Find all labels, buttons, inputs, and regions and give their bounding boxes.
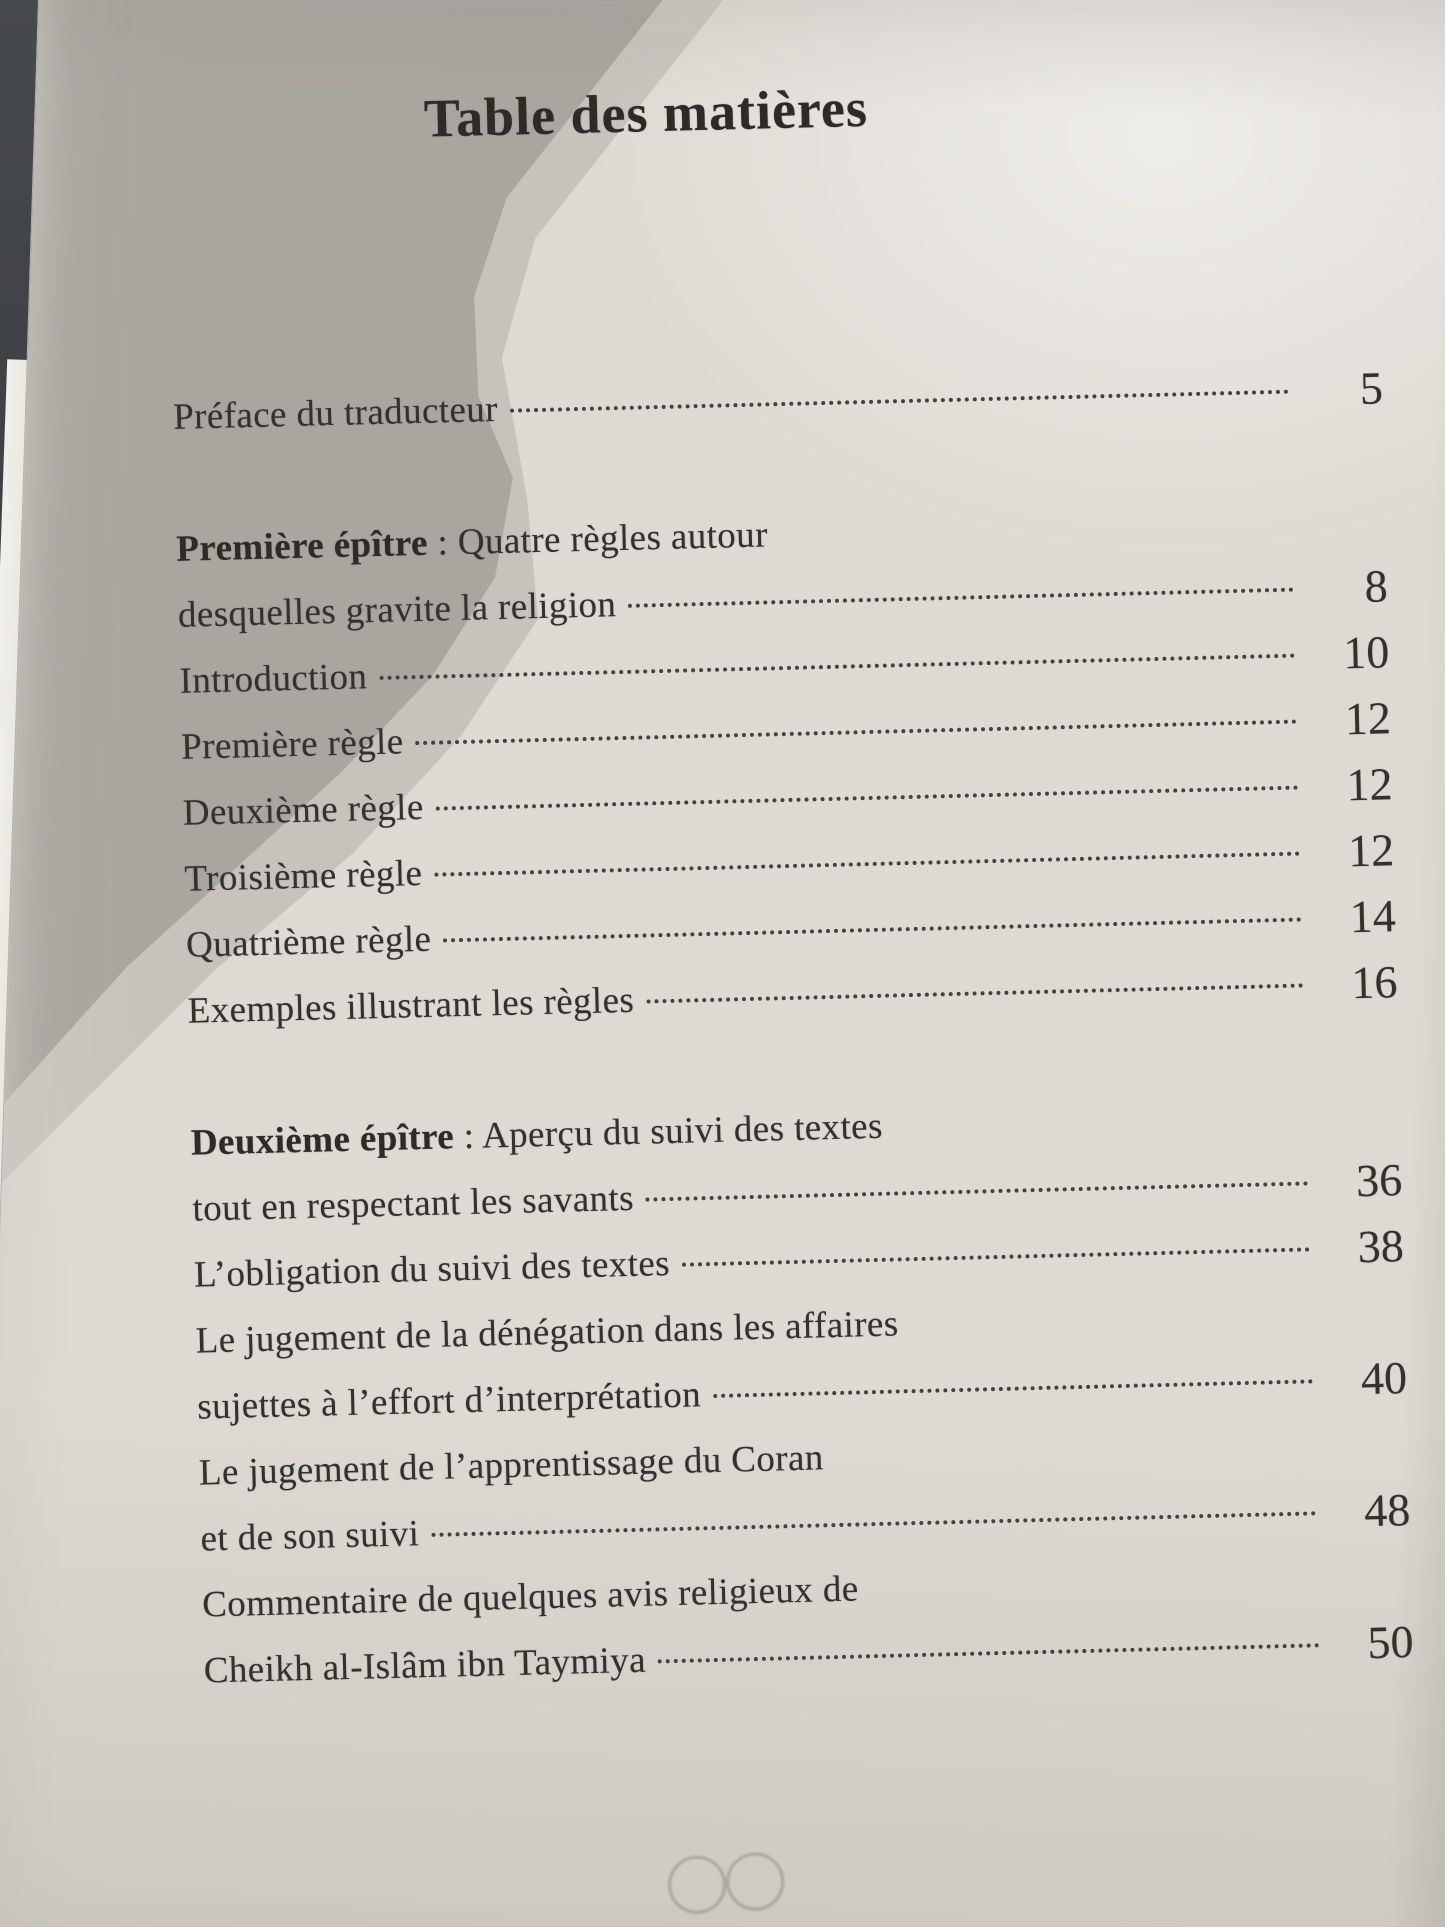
toc-entry [172, 355, 1383, 451]
toc-entry-label: Deuxième épître : Aperçu du suivi des textes [190, 1105, 884, 1164]
toc-entry-label: Deuxième règle [182, 786, 425, 834]
toc-page-number: 12 [1344, 692, 1392, 745]
toc-line [172, 355, 1383, 451]
dotted-leader [415, 720, 1296, 746]
toc-page-number: 12 [1347, 824, 1395, 877]
toc-page-number: 8 [1364, 560, 1389, 612]
toc-entry-label: Quatrième règle [185, 918, 432, 966]
toc-entry-label: desquelles gravite la religion [177, 584, 617, 636]
toc-entry-label: Première épître : Quatre règles autour [175, 514, 769, 570]
toc-entry-label: Commentaire de quelques avis religieux de [201, 1568, 860, 1626]
toc-entry-label: L’obligation du suivi des textes [193, 1243, 671, 1296]
dotted-leader [713, 1379, 1313, 1398]
toc-entry-label: sujettes à l’effort d’interprétation [196, 1374, 702, 1428]
table-of-contents [165, 60, 1414, 1704]
toc-page-number: 14 [1349, 890, 1397, 943]
toc-page-number: 50 [1366, 1615, 1415, 1669]
toc-entry-label: Première règle [180, 721, 405, 768]
dotted-leader [646, 983, 1303, 1003]
dotted-leader [379, 654, 1295, 680]
toc-entry [201, 1543, 1414, 1705]
dotted-leader [682, 1247, 1310, 1266]
toc-entry-label: tout en respectant les savants [192, 1177, 635, 1230]
toc-entry-label: Exemples illustrant les règles [187, 979, 635, 1032]
toc-page-number: 12 [1345, 758, 1394, 811]
dotted-leader [431, 1511, 1316, 1537]
toc-entry-label: et de son suivi [200, 1513, 420, 1560]
toc-page-number: 5 [1359, 362, 1384, 414]
toc-page-number: 10 [1342, 626, 1390, 679]
ornament-circle [725, 1852, 785, 1912]
toc-entry-label: Cheikh al-Islâm ibn Taymiya [203, 1639, 647, 1692]
toc-entry-label: Préface du traducteur [172, 388, 499, 438]
toc-entry-list [172, 355, 1414, 1704]
dotted-leader [436, 786, 1299, 811]
toc-page-number: 38 [1357, 1220, 1405, 1273]
toc-page-number: 48 [1363, 1484, 1411, 1537]
page-title: Table des matières [423, 77, 869, 149]
dotted-leader [646, 1181, 1308, 1201]
page-ornament [667, 1845, 829, 1920]
dotted-leader [510, 390, 1289, 413]
ornament-circle [667, 1855, 727, 1915]
dotted-leader [628, 588, 1294, 608]
toc-entry-label: Le jugement de l’apprentissage du Coran [198, 1437, 825, 1494]
dotted-leader [443, 917, 1301, 942]
dotted-leader [434, 851, 1300, 876]
dotted-leader [658, 1643, 1320, 1663]
toc-page-number: 16 [1350, 956, 1398, 1009]
toc-entry-label: Troisième règle [183, 852, 423, 900]
toc-entry-label: Le jugement de la dénégation dans les affaires [195, 1303, 900, 1362]
toc-page-number: 36 [1355, 1154, 1403, 1207]
toc-entry-label: Introduction [179, 656, 368, 702]
toc-page-number: 40 [1360, 1352, 1408, 1405]
